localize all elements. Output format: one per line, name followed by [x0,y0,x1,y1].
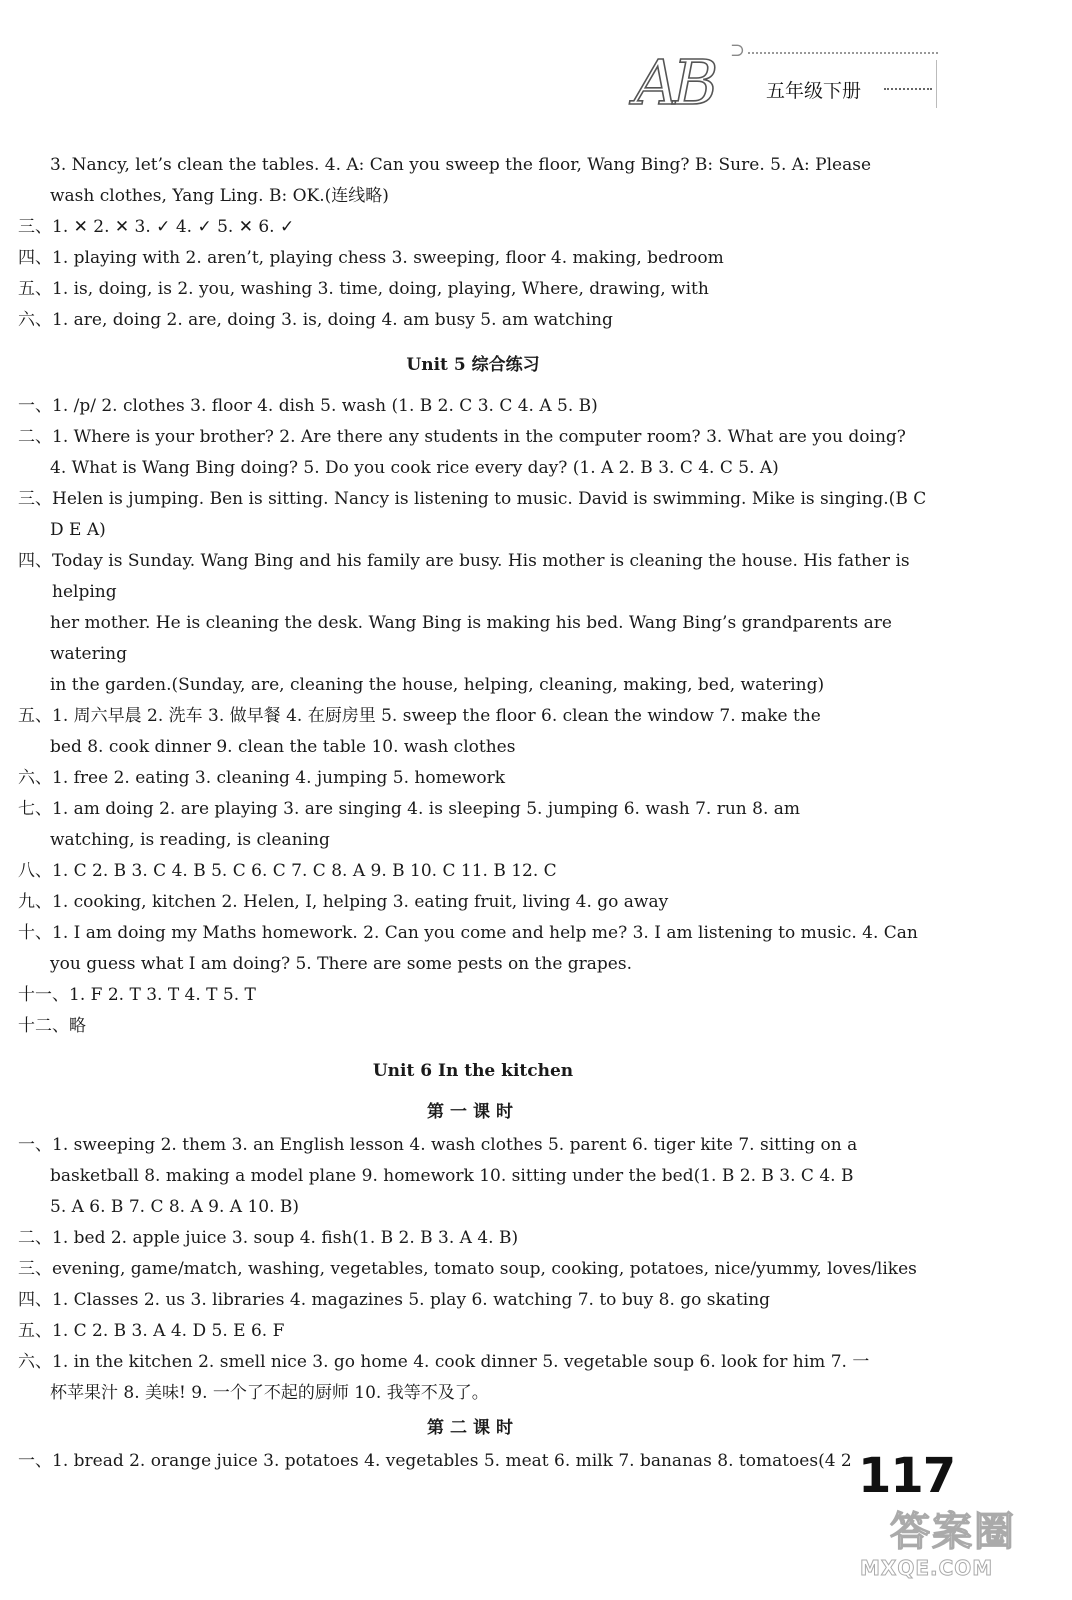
question-number: 一、 [18,1135,52,1155]
question-number: 六、 [18,310,52,330]
question-number: 十、 [18,923,52,943]
question-number: 五、 [18,279,52,299]
answer-text: 略 [69,1016,86,1036]
page-number: 117 [858,1448,956,1504]
question-number: 六、 [18,1352,52,1372]
watermark-top-text: 答案圈 [890,1509,1016,1555]
question-number: 三、 [18,217,52,237]
answer-text: Helen is jumping. Ben is sitting. Nancy is listening to music. David is swimming. Mike is singing.(B C [52,489,927,509]
question-number: 五、 [18,1321,52,1341]
answer-line [18,608,928,670]
answer-text: 1. C 2. B 3. C 4. B 5. C 6. C 7. C 8. A 9. B 10. C 11. B 12. C [52,861,557,881]
answer-line [18,1446,928,1477]
answer-line [18,243,928,274]
question-number: 三、 [18,1259,52,1279]
answer-line [18,453,928,484]
answer-line [18,887,928,918]
answer-text: 1. Where is your brother? 2. Are there any students in the computer room? 3. What are you doing? [52,427,906,447]
answer-text: 3. Nancy, let’s clean the tables. 4. A: Can you sweep the floor, Wang Bing? B: Sure. 5. A: Please [50,155,872,175]
answer-line [18,546,928,608]
answer-line [18,732,928,763]
grade-dots [884,88,932,90]
answer-line [18,794,928,825]
answer-line [18,949,928,980]
answer-line [18,484,928,515]
answer-line [18,305,928,336]
watermark-logo [858,1500,1058,1595]
answer-text: 1. Classes 2. us 3. libraries 4. magazines 5. play 6. watching 7. to buy 8. go skating [52,1290,771,1310]
answer-line [18,1192,928,1223]
answer-line [18,274,928,305]
question-number: 五、 [18,706,52,726]
answer-line [18,1285,928,1316]
answer-content [18,150,928,1477]
answer-line [18,825,928,856]
question-number: 二、 [18,1228,52,1248]
answer-text: 1. I am doing my Maths homework. 2. Can you come and help me? 3. I am listening to music. 4. Can [52,923,918,943]
answer-text: 1. ✕ 2. ✕ 3. ✓ 4. ✓ 5. ✕ 6. ✓ [52,217,295,237]
answer-text: 1. free 2. eating 3. cleaning 4. jumping 5. homework [52,768,506,788]
question-number: 十二、 [18,1016,69,1036]
answer-line [18,670,928,701]
page-header [620,38,950,118]
answer-line [18,701,928,732]
answer-text: 1. /p/ 2. clothes 3. floor 4. dish 5. wash (1. B 2. C 3. C 4. A 5. B) [52,396,598,416]
answer-line [18,150,928,181]
answer-text: 1. in the kitchen 2. smell nice 3. go home 4. cook dinner 5. vegetable soup 6. look for him 7. 一 [52,1352,870,1372]
question-number: 三、 [18,489,52,509]
header-dotted-line [748,52,938,54]
question-number: 四、 [18,1290,52,1310]
answer-line [18,515,928,546]
answer-line [18,856,928,887]
question-number: 七、 [18,799,52,819]
answer-text: 1. C 2. B 3. A 4. D 5. E 6. F [52,1321,285,1341]
answer-text: wash clothes, Yang Ling. B: OK.(连线略) [50,186,389,206]
answer-line [18,763,928,794]
answer-text: 1. F 2. T 3. T 4. T 5. T [69,985,256,1005]
answer-line [18,1378,928,1409]
answer-line [18,1130,928,1161]
answer-text: basketball 8. making a model plane 9. homework 10. sitting under the bed(1. B 2. B 3. C 4. B [50,1166,854,1186]
answer-text: 1. is, doing, is 2. you, washing 3. time, doing, playing, Where, drawing, with [52,279,709,299]
unit-title: Unit 6 In the kitchen [372,1061,574,1081]
book-logo-mark-icon: ⊃ [730,40,746,61]
answer-text: 1. am doing 2. are playing 3. are singing 4. is sleeping 5. jumping 6. wash 7. run 8. am [52,799,801,819]
question-number: 六、 [18,768,52,788]
book-logo-icon: AB [634,46,713,119]
answer-line [18,391,928,422]
answer-text: 1. bed 2. apple juice 3. soup 4. fish(1. B 2. B 3. A 4. B) [52,1228,519,1248]
answer-text: her mother. He is cleaning the desk. Wang Bing is making his bed. Wang Bing’s grandparents are watering [50,613,892,664]
unit-title: Unit 5 综合练习 [406,355,540,375]
lesson-title: 第二课时 [427,1418,519,1438]
answer-line [18,1254,928,1285]
grade-label: 五年级下册 [766,80,862,102]
answer-text: 1. cooking, kitchen 2. Helen, I, helping 3. eating fruit, living 4. go away [52,892,669,912]
answer-line [18,422,928,453]
lesson-title: 第一课时 [427,1102,519,1122]
answer-text: 1. 周六早晨 2. 洗车 3. 做早餐 4. 在厨房里 5. sweep the floor 6. clean the window 7. make the [52,706,821,726]
question-number: 一、 [18,1451,52,1471]
question-number: 十一、 [18,985,69,1005]
answer-text: 1. sweeping 2. them 3. an English lesson 4. wash clothes 5. parent 6. tiger kite 7. sitting on a [52,1135,858,1155]
watermark-bottom-text: MXQE.COM [860,1556,994,1580]
answer-text: 4. What is Wang Bing doing? 5. Do you cook rice every day? (1. A 2. B 3. C 4. C 5. A) [50,458,779,478]
question-number: 九、 [18,892,52,912]
answer-text: 1. are, doing 2. are, doing 3. is, doing 4. am busy 5. am watching [52,310,613,330]
header-divider [936,60,937,108]
answer-line [18,1223,928,1254]
answer-line [18,1347,928,1378]
answer-line [18,1316,928,1347]
answer-text: you guess what I am doing? 5. There are some pests on the grapes. [50,954,632,974]
answer-line [18,980,928,1011]
answer-line [18,1161,928,1192]
answer-text: 1. bread 2. orange juice 3. potatoes 4. vegetables 5. meat 6. milk 7. bananas 8. tomatoes(4 2 [52,1451,852,1471]
answer-line [18,1011,928,1042]
answer-text: evening, game/match, washing, vegetables, tomato soup, cooking, potatoes, nice/yummy, loves/likes [52,1259,917,1279]
answer-line [18,181,928,212]
question-number: 二、 [18,427,52,447]
question-number: 一、 [18,396,52,416]
answer-text: D E A) [50,520,106,540]
answer-text: 1. playing with 2. aren’t, playing chess 3. sweeping, floor 4. making, bedroom [52,248,724,268]
answer-text: Today is Sunday. Wang Bing and his family are busy. His mother is cleaning the house. His father is helping [52,551,910,602]
answer-text: 5. A 6. B 7. C 8. A 9. A 10. B) [50,1197,300,1217]
answer-line [18,212,928,243]
answer-text: bed 8. cook dinner 9. clean the table 10. wash clothes [50,737,516,757]
answer-text: watching, is reading, is cleaning [50,830,330,850]
question-number: 八、 [18,861,52,881]
answer-text: 杯苹果汁 8. 美味! 9. 一个了不起的厨师 10. 我等不及了。 [50,1383,489,1403]
answer-line [18,918,928,949]
question-number: 四、 [18,551,52,571]
answer-text: in the garden.(Sunday, are, cleaning the house, helping, cleaning, making, bed, watering) [50,675,825,695]
question-number: 四、 [18,248,52,268]
